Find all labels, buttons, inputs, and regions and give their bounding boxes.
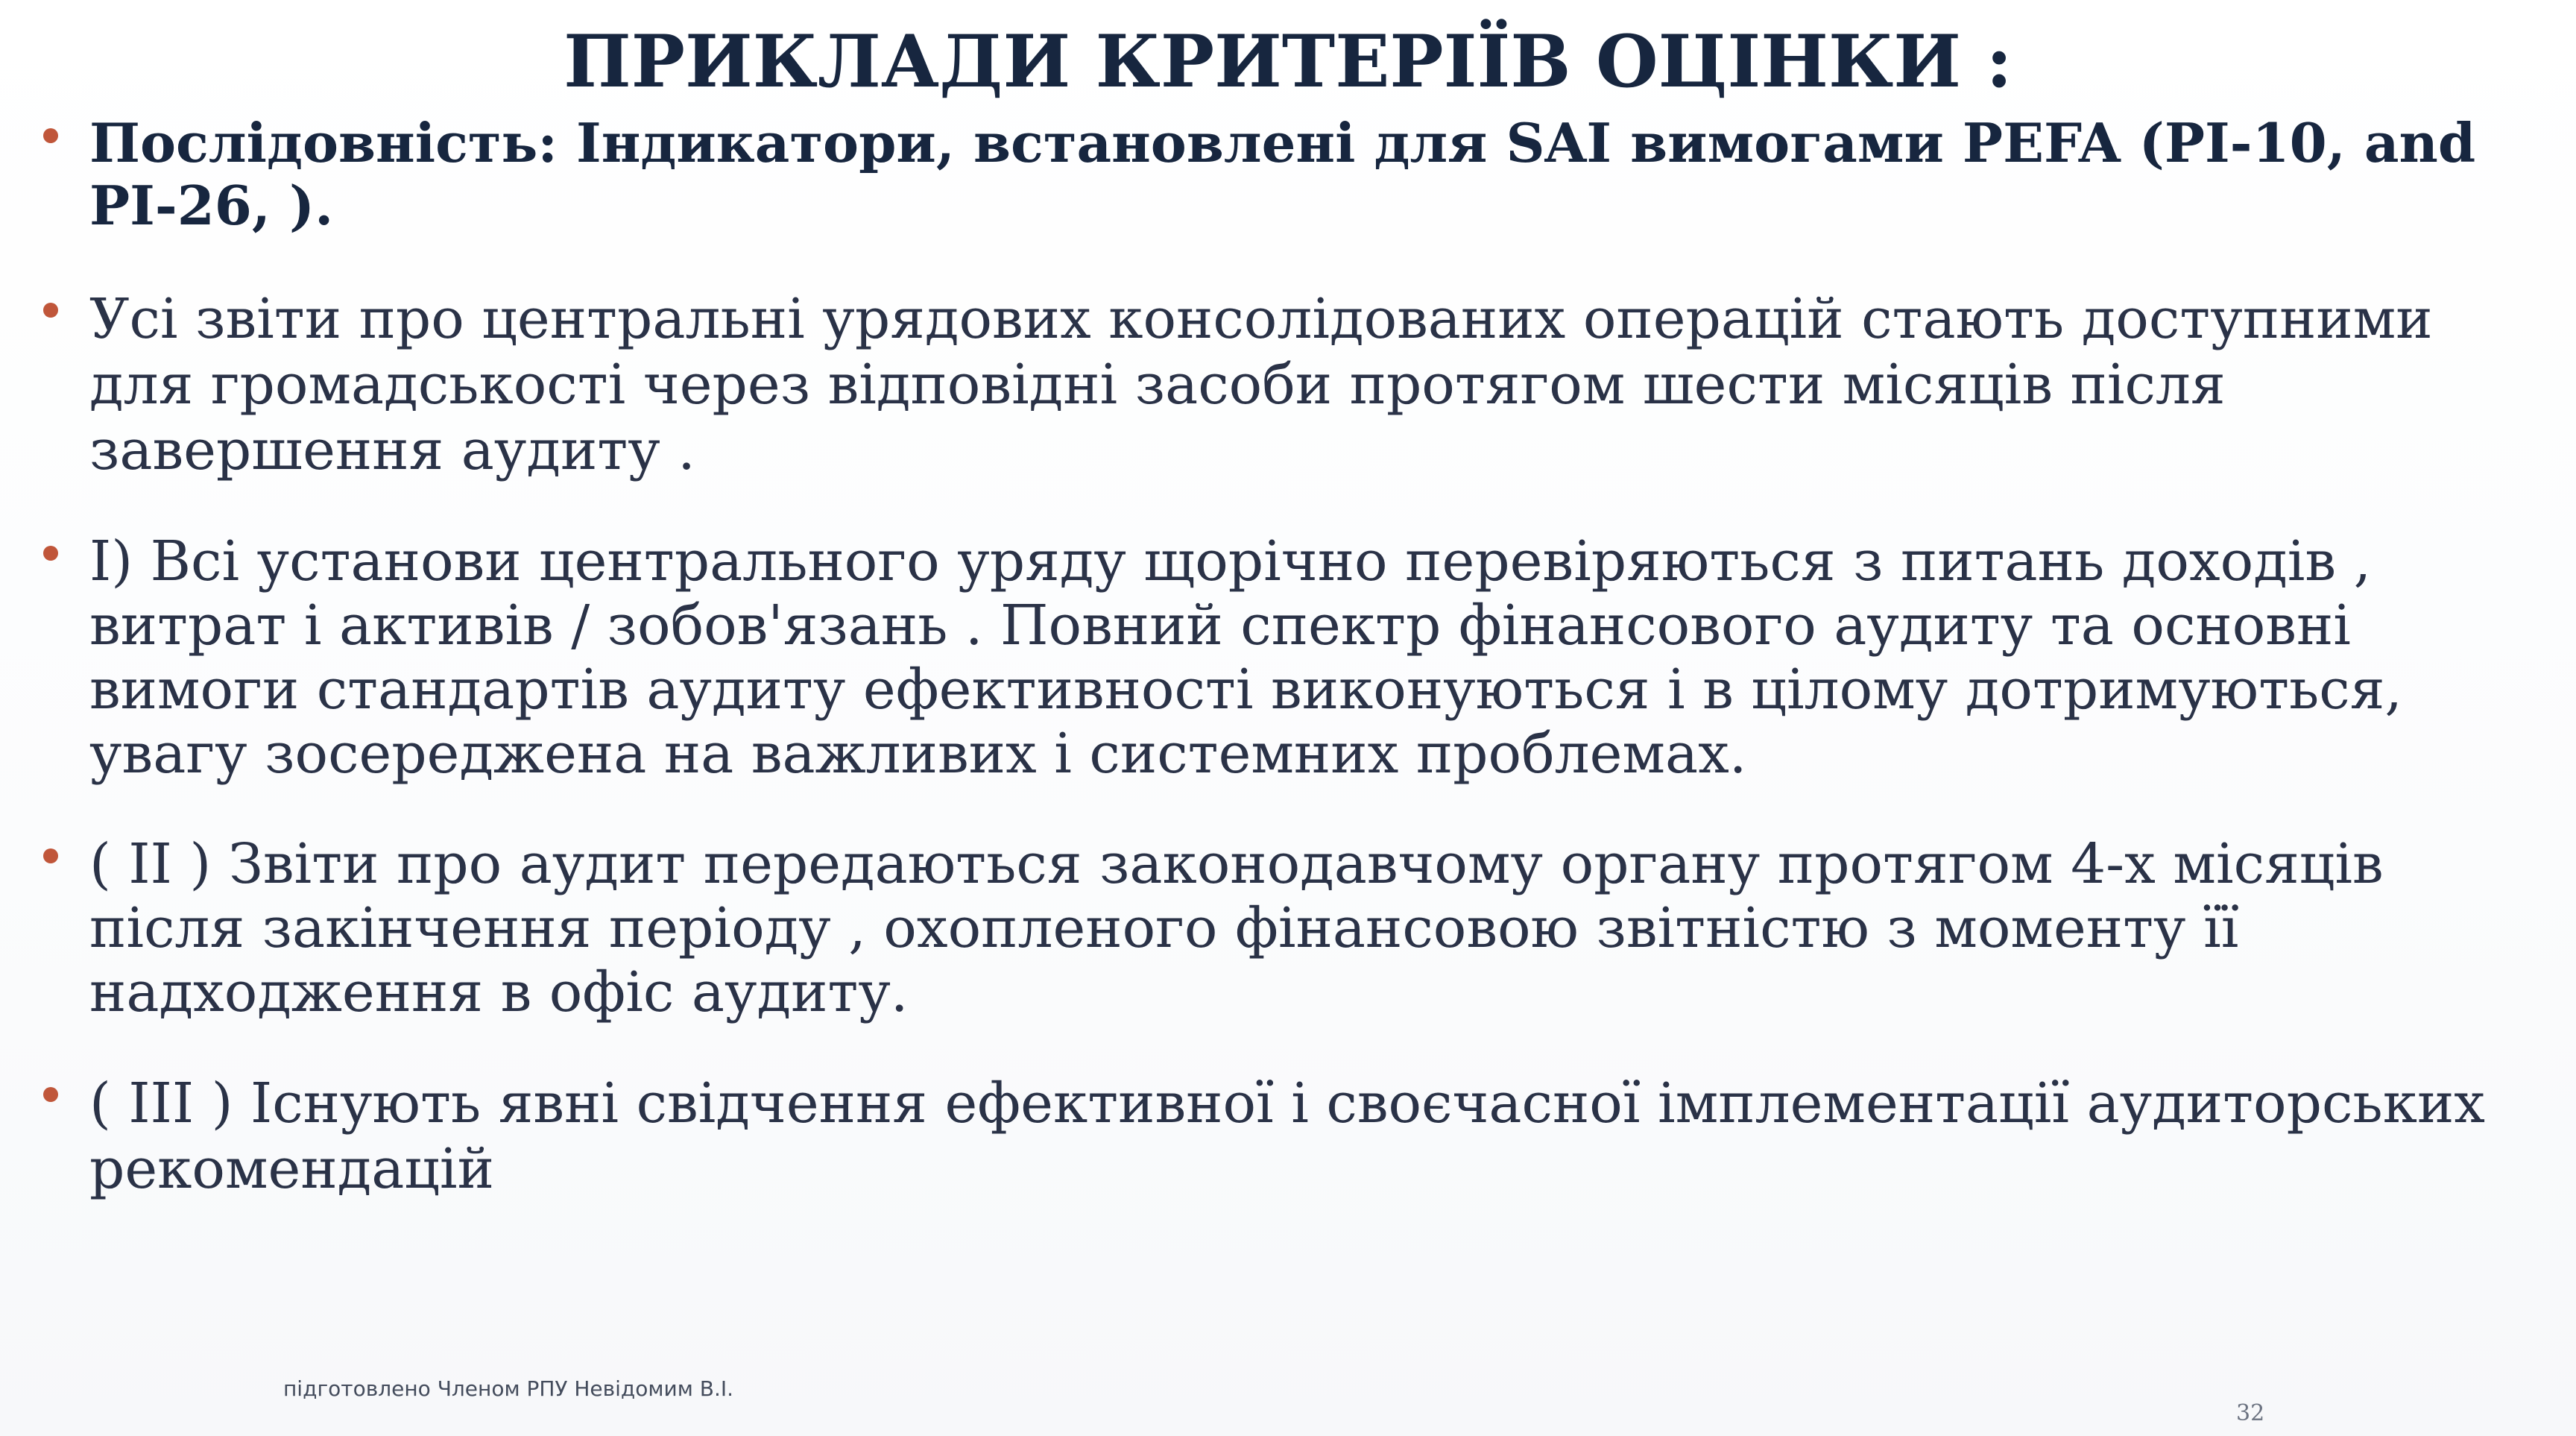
bullet-text: Усі звіти про центральні урядових консолідованих операцій стають доступними для громадськості через відповідні засоби протягом шести місяців після завершення аудиту .: [89, 287, 2433, 482]
bullet-text: ( III ) Існують явні свідчення ефективної і своєчасної імплементації аудиторських рекомендацій: [89, 1071, 2486, 1201]
bullet-item: [30, 112, 2542, 237]
slide-title: ПРИКЛАДИ КРИТЕРІЇВ ОЦІНКИ :: [564, 19, 2012, 104]
bullet-item: [30, 1071, 2542, 1202]
bullet-dot-icon: [43, 848, 58, 863]
bullet-text: Послідовність: Індикатори, встановлені для SAI вимогами PEFA (PI-10, and PI-26, ).: [89, 111, 2476, 237]
page-number: 32: [2236, 1400, 2265, 1426]
bullet-dot-icon: [43, 1087, 58, 1102]
bullet-dot-icon: [43, 128, 58, 143]
bullet-dot-icon: [43, 546, 58, 561]
bullet-list: [30, 112, 2542, 1202]
bullet-text: I) Всі установи центрального уряду щорічно перевіряються з питань доходів , витрат і активів / зобов'язань . Повний спектр фінансового аудиту та основні вимоги стандартів аудиту ефективності виконуються і в цілому дотримуються, увагу зосереджена на важливих і системних проблемах.: [89, 529, 2402, 786]
bullet-dot-icon: [43, 303, 58, 318]
bullet-item: [30, 286, 2542, 483]
bullet-item: [30, 529, 2542, 786]
slide-footer: підготовлено Членом РПУ Невідомим В.І.: [283, 1376, 734, 1401]
bullet-text: ( II ) Звіти про аудит передаються законодавчому органу протягом 4-х місяців після закінчення періоду , охопленого фінансовою звітністю з моменту її надходження в офіс аудиту.: [89, 832, 2384, 1024]
bullet-item: [30, 832, 2542, 1024]
